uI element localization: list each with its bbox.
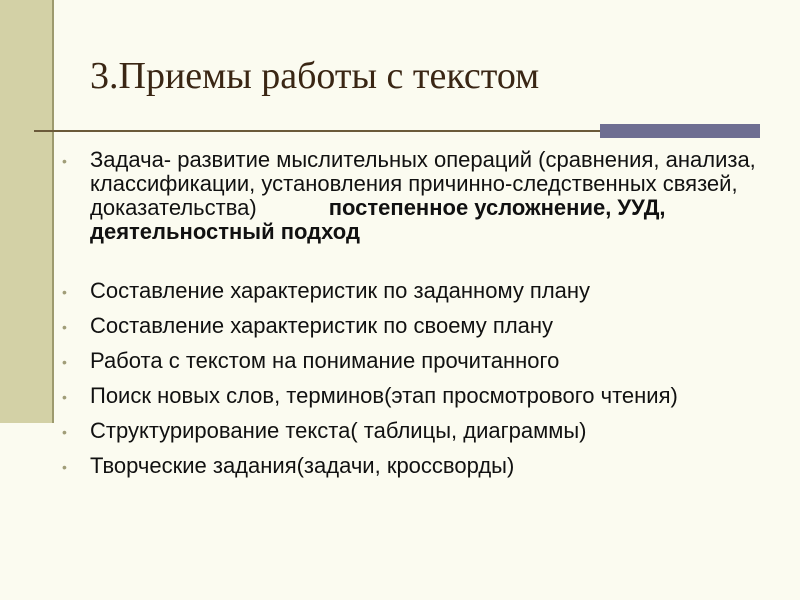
slide-title: 3.Приемы работы с текстом (90, 55, 540, 97)
list-item (62, 314, 772, 338)
list-item-text: Структурирование текста( таблицы, диаграммы) (90, 418, 587, 443)
list-item-text: Составление характеристик по заданному плану (90, 278, 591, 303)
bullet-icon: • (62, 424, 67, 440)
bullet-icon: • (62, 459, 67, 475)
list-item-text: Составление характеристик по своему плану (90, 313, 554, 338)
left-decorative-bar (0, 0, 52, 423)
bullet-icon: • (62, 284, 67, 300)
task-bold-text: постепенное усложнение, УУД, деятельностный подход (90, 195, 666, 244)
list-item-text: Работа с текстом на понимание прочитанного (90, 348, 560, 373)
list-item (62, 349, 772, 373)
divider-accent-block (600, 124, 760, 138)
list-item-text: Творческие задания(задачи, кроссворды) (90, 453, 515, 478)
list-item (62, 279, 772, 303)
task-text: Задача- развитие мыслительных операций (сравнения, анализа, классификации, установления причинно-следственных связей, доказательства) (90, 147, 756, 220)
left-bar-edge (52, 0, 54, 423)
list-item-text: Поиск новых слов, терминов(этап просмотрового чтения) (90, 383, 678, 408)
bullet-icon: • (62, 319, 67, 335)
bullet-icon: • (62, 389, 67, 405)
bullet-icon: • (62, 354, 67, 370)
list-item (62, 454, 772, 478)
list-item (62, 384, 772, 408)
list-item (62, 148, 772, 244)
list-item (62, 419, 772, 443)
bullet-list (62, 148, 772, 489)
bullet-icon: • (62, 153, 67, 169)
